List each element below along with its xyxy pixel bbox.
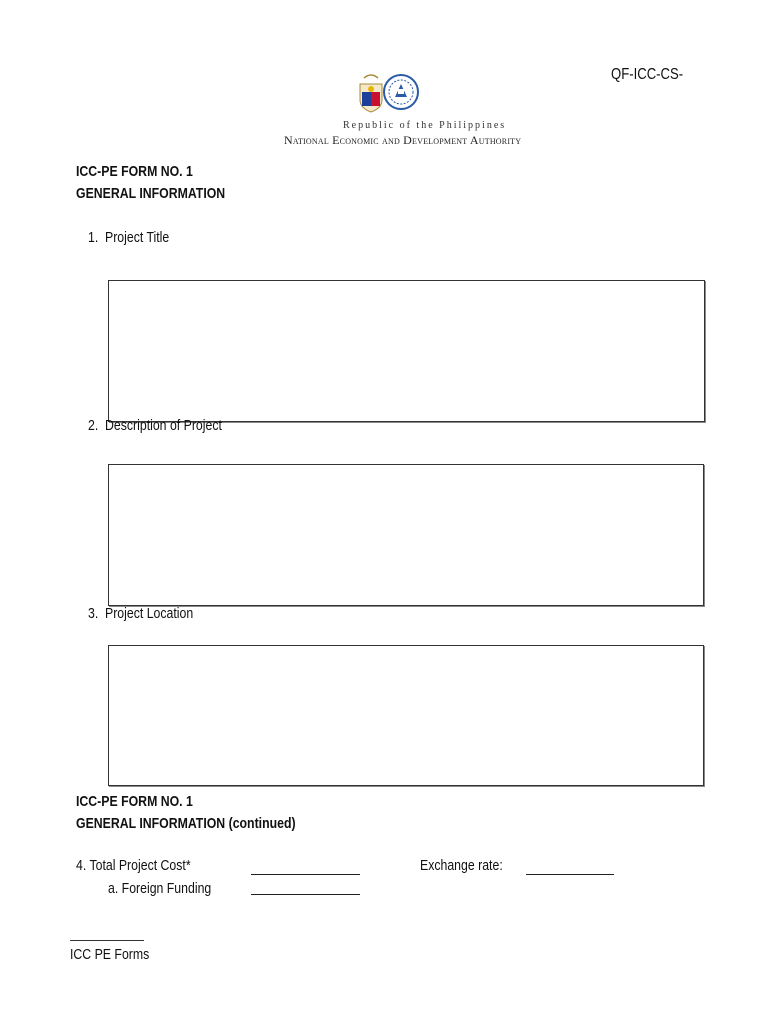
footer-text: ICC PE Forms — [70, 946, 150, 963]
section-title: GENERAL INFORMATION — [76, 185, 226, 202]
exchange-rate-field[interactable] — [526, 874, 614, 875]
agency-logos — [356, 70, 420, 114]
seal-icon — [356, 70, 420, 114]
field-2-number: 2. — [88, 417, 99, 434]
agency-country: Republic of the Philippines — [343, 120, 507, 131]
field-1-number: 1. — [88, 229, 99, 246]
section-title-continued: GENERAL INFORMATION (continued) — [76, 815, 296, 832]
form-code: QF-ICC-CS- — [611, 66, 684, 83]
agency-name: National Economic and Development Authority — [284, 133, 522, 147]
field-3-label: Project Location — [105, 605, 194, 622]
footer-divider — [70, 940, 144, 941]
total-cost-field[interactable] — [251, 874, 360, 875]
project-description-box[interactable] — [108, 464, 704, 606]
field-3-number: 3. — [88, 605, 99, 622]
project-location-box[interactable] — [108, 645, 704, 786]
form-number: ICC-PE FORM NO. 1 — [76, 163, 193, 180]
foreign-funding-label: a. Foreign Funding — [108, 880, 212, 897]
project-title-box[interactable] — [108, 280, 705, 422]
total-cost-label: 4. Total Project Cost* — [76, 857, 191, 874]
field-1-label: Project Title — [105, 229, 170, 246]
field-2-label: Description of Project — [105, 417, 222, 434]
foreign-funding-field[interactable] — [251, 894, 360, 895]
exchange-rate-label: Exchange rate: — [420, 857, 503, 874]
form-number-continued: ICC-PE FORM NO. 1 — [76, 793, 193, 810]
